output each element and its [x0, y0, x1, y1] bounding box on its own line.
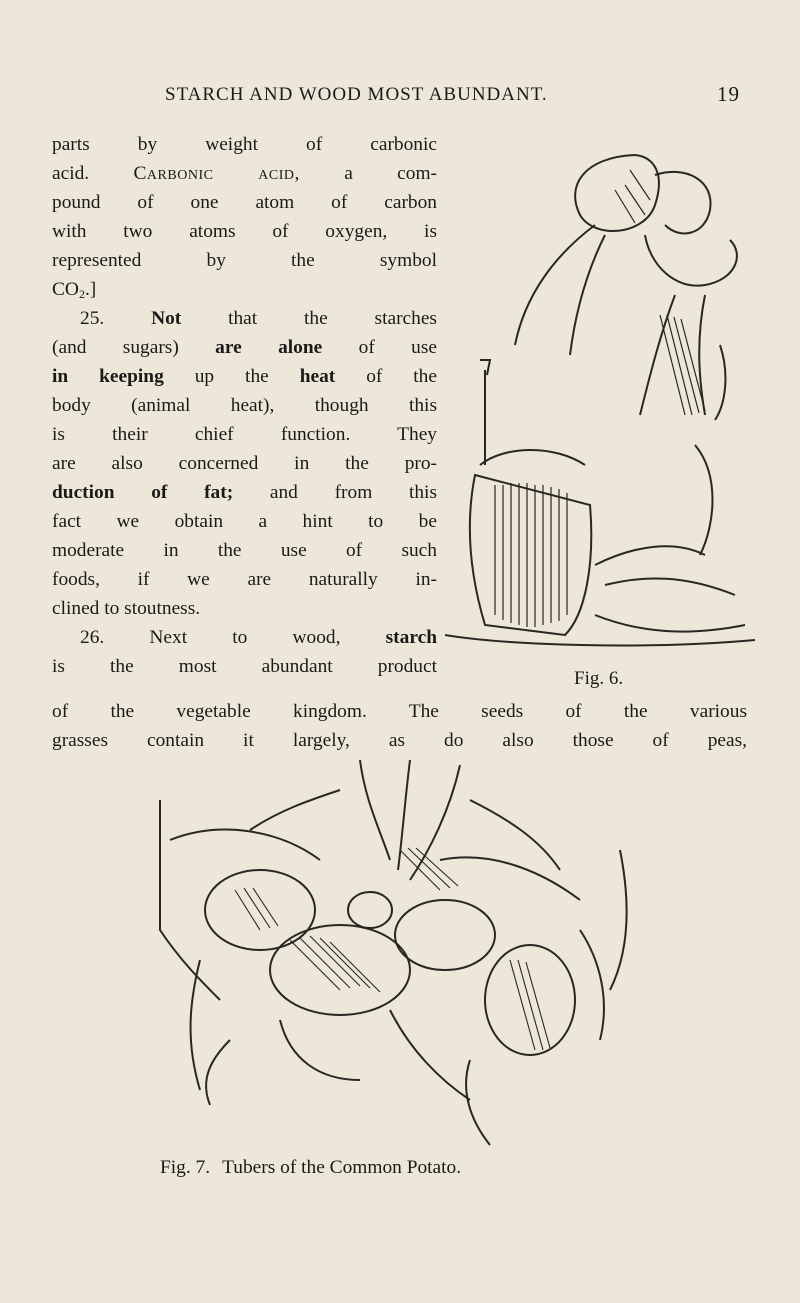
text-line: acid. Carbonic acid, a com-: [52, 163, 437, 184]
paragraph-25-start: 25. Not that the starches: [80, 308, 437, 329]
figure-7-illustration: [140, 760, 650, 1150]
figure-7-title: Tubers of the Common Potato.: [222, 1157, 462, 1178]
figure-7-label: Fig. 7.: [160, 1157, 211, 1178]
paragraph-26-start: 26. Next to wood, starch: [80, 627, 437, 648]
running-title: STARCH AND WOOD MOST ABUNDANT.: [165, 84, 548, 105]
text-line: body (animal heat), though this: [52, 395, 437, 416]
text-line: (and sugars) are alone of use: [52, 337, 437, 358]
text-line: of the vegetable kingdom. The seeds of the various: [52, 701, 747, 722]
figure-6-caption: Fig. 6.: [574, 668, 624, 689]
text-line: pound of one atom of carbon: [52, 192, 437, 213]
text-line: grasses contain it largely, as do also those of peas,: [52, 730, 747, 751]
text-line: is their chief function. They: [52, 424, 437, 445]
text-line: fact we obtain a hint to be: [52, 511, 437, 532]
text-line: represented by the symbol: [52, 250, 437, 271]
text-line: parts by weight of carbonic: [52, 134, 437, 155]
page-number: 19: [717, 82, 740, 106]
text-column: [52, 130, 437, 681]
text-line: foods, if we are naturally in-: [52, 569, 437, 590]
text-line: with two atoms of oxygen, is: [52, 221, 437, 242]
text-line: in keeping up the heat of the: [52, 366, 437, 387]
text-line: clined to stoutness.: [52, 598, 201, 619]
figure-6-illustration: [445, 145, 765, 665]
text-line: is the most abundant product: [52, 656, 437, 677]
text-line: $CO_2$.]: [52, 279, 97, 301]
text-line: are also concerned in the pro-: [52, 453, 437, 474]
full-width-text: [52, 697, 747, 755]
figure-7-caption: [160, 1157, 720, 1179]
running-header: [165, 84, 740, 110]
text-line: moderate in the use of such: [52, 540, 437, 561]
text-line: duction of fat; and from this: [52, 482, 437, 503]
